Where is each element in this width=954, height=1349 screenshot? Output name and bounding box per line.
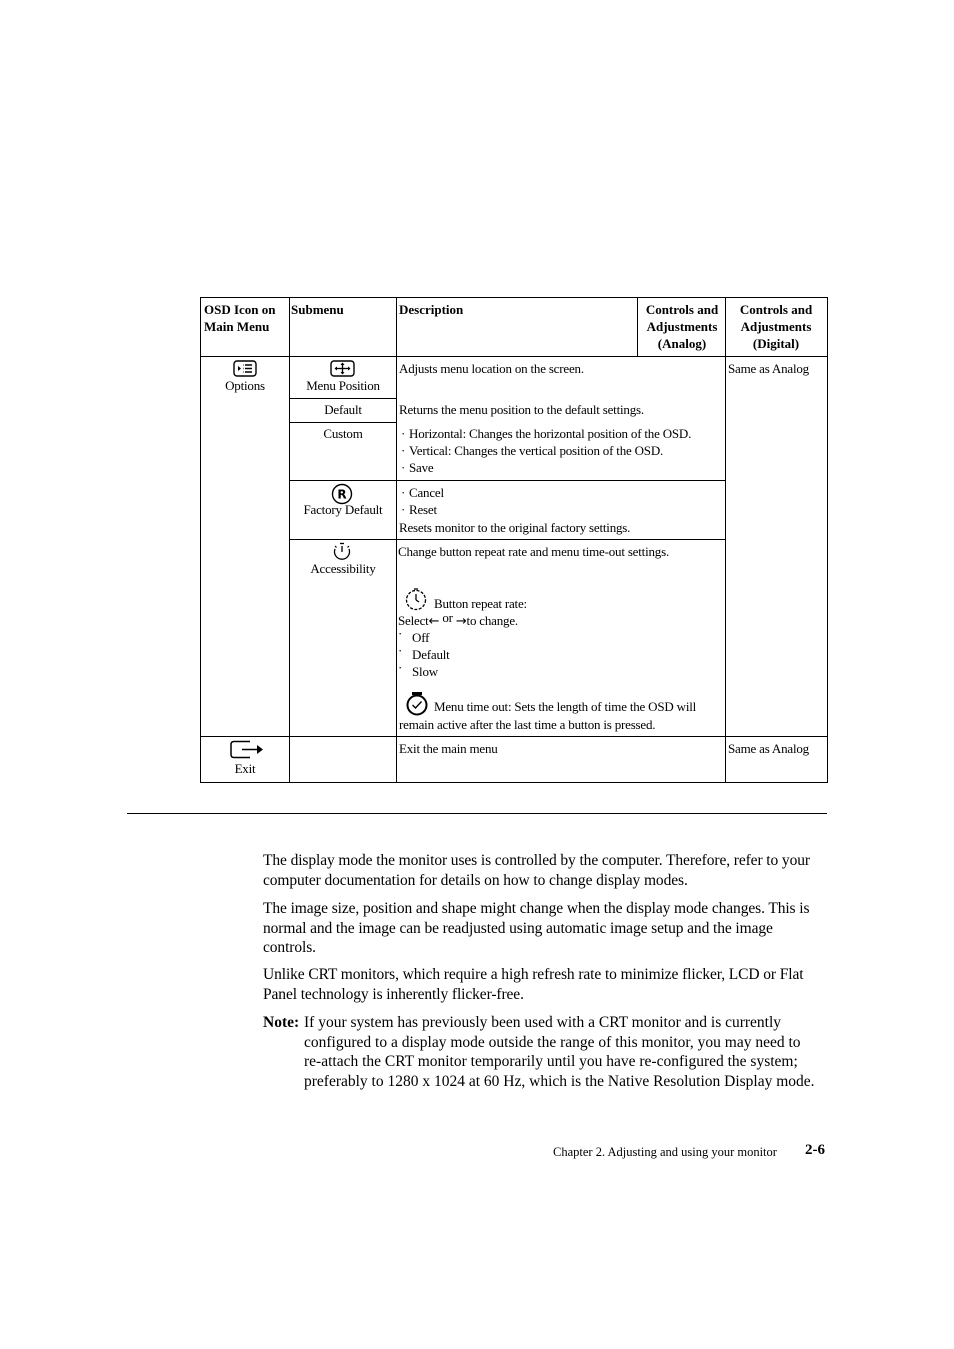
- factory-default-description: Resets monitor to the original factory settings.: [399, 520, 631, 535]
- row-separator-default: [289, 398, 396, 399]
- row-separator-exit: [200, 736, 828, 737]
- repeat-rate-label: Button repeat rate:: [434, 596, 527, 611]
- menu-position-label: Menu Position: [306, 378, 380, 393]
- note-label: Note:: [263, 1014, 300, 1031]
- list-item: · Reset: [401, 502, 437, 517]
- header-separator: [200, 356, 828, 357]
- arrow-right-icon: →: [455, 614, 467, 629]
- exit-description: Exit the main menu: [399, 741, 498, 756]
- col-separator-3: [637, 297, 638, 357]
- table-border-bottom: [200, 782, 828, 783]
- accessibility-label: Accessibility: [310, 561, 376, 576]
- custom-items-list: [401, 425, 731, 476]
- paragraph-image-size: The image size, position and shape might change when the display mode changes. This is normal and the image can be readjusted using automatic image setup and the image controls.: [263, 900, 810, 956]
- header-submenu: Submenu: [291, 302, 344, 317]
- section-divider: [127, 813, 827, 814]
- header-analog: Controls and Adjustments (Analog): [645, 302, 719, 351]
- osd-controls-table: [200, 297, 829, 783]
- timeout-line-1: Menu time out: Sets the length of time the OSD will: [434, 699, 697, 714]
- exit-digital: Same as Analog: [728, 741, 809, 756]
- paragraph-display-mode: The display mode the monitor uses is controlled by the computer. Therefore, refer to your computer documentation for details on how to change display modes.: [263, 852, 810, 889]
- list-item: · Default: [398, 643, 450, 662]
- repeat-rate-options: [398, 626, 598, 680]
- col-separator-2: [396, 297, 397, 783]
- col-separator-1: [289, 297, 290, 783]
- list-item: · Vertical: Changes the vertical position of the OSD.: [401, 443, 664, 458]
- default-description: Returns the menu position to the default settings.: [399, 402, 644, 417]
- custom-label: Custom: [323, 426, 363, 441]
- svg-text:R: R: [337, 487, 347, 502]
- timer-icon: [405, 691, 429, 716]
- row-separator-accessibility: [289, 539, 726, 540]
- select-instruction: Select← or →to change.: [398, 610, 518, 629]
- table-border-right: [827, 297, 828, 783]
- table-border-top: [200, 297, 828, 298]
- default-label: Default: [324, 402, 362, 417]
- timeout-line-2: remain active after the last time a button is pressed.: [399, 717, 656, 732]
- menu-position-digital: Same as Analog: [728, 361, 809, 376]
- page-number: 2-6: [805, 1142, 825, 1158]
- col-separator-4: [725, 297, 726, 783]
- exit-label: Exit: [234, 761, 256, 776]
- exit-icon: [230, 740, 264, 759]
- paragraph-crt-vs-lcd: Unlike CRT monitors, which require a high refresh rate to minimize flicker, LCD or Flat Panel technology is inherently flicker-free.: [263, 966, 804, 1003]
- menu-position-icon: [330, 360, 355, 377]
- accessibility-icon: [332, 542, 352, 560]
- stopwatch-icon: [404, 587, 428, 611]
- footer-chapter-title: Chapter 2. Adjusting and using your monitor: [553, 1145, 777, 1159]
- factory-default-items: [401, 484, 721, 518]
- header-digital: Controls and Adjustments (Digital): [739, 302, 813, 351]
- note-text: If your system has previously been used with a CRT monitor and is currently configured to a display mode outside the range of this monitor, you may need to re-attach the CRT monitor temporarily until you have re-configured the system; preferably to 1280 x 1024 at 60 Hz, which is the Native Resolution Display mode.: [304, 1014, 815, 1090]
- accessibility-intro: Change button repeat rate and menu time-out settings.: [398, 544, 669, 559]
- header-description: Description: [399, 302, 464, 317]
- header-osd-icon: OSD Icon on Main Menu: [204, 302, 276, 334]
- list-item: · Slow: [398, 660, 438, 679]
- table-border-left: [200, 297, 201, 783]
- list-item: · Save: [401, 460, 434, 475]
- list-item: · Cancel: [401, 485, 444, 500]
- factory-default-label: Factory Default: [303, 502, 383, 517]
- list-item: · Off: [398, 626, 430, 645]
- row-separator-custom: [289, 422, 396, 423]
- options-icon: [233, 360, 257, 377]
- row-separator-factory: [289, 480, 726, 481]
- options-label: Options: [225, 378, 265, 393]
- arrow-left-icon: ←: [428, 614, 440, 629]
- list-item: · Horizontal: Changes the horizontal position of the OSD.: [401, 426, 692, 441]
- menu-position-description: Adjusts menu location on the screen.: [399, 361, 584, 376]
